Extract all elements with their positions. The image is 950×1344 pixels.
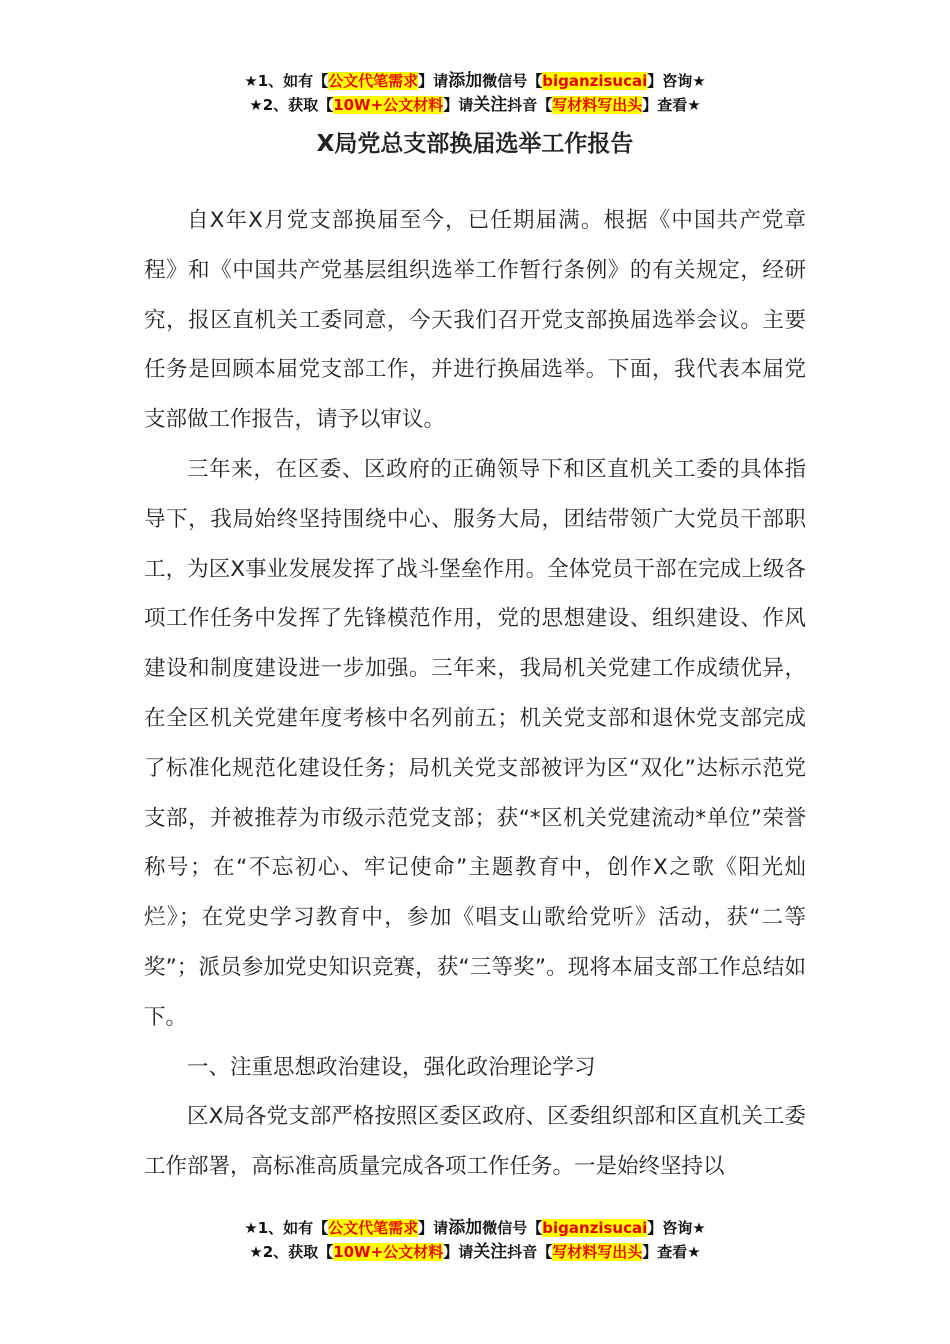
banner-line-2 (0, 93, 950, 117)
banner-line-1-prefix: ★1、如有【 (244, 1219, 329, 1237)
banner-emphasis-follow: 关注 (473, 1242, 508, 1262)
banner-emphasis-add: 添加 (448, 1218, 483, 1238)
banner-line-2-prefix: ★2、获取【 (249, 1243, 334, 1261)
banner-line-2-mid: 】请 (443, 96, 474, 114)
banner-line-1 (0, 69, 950, 93)
banner-line-2-mid2: 抖音【 (507, 1243, 553, 1261)
document-title: X局党总支部换届选举工作报告 (316, 131, 634, 157)
banner-line-1-mid: 】请 (418, 1219, 449, 1237)
banner-line-1-mid2: 微信号【 (482, 1219, 543, 1237)
document-body (144, 196, 806, 1192)
body-paragraph: 区X局各党支部严格按照区委区政府、区委组织部和区直机关工委工作部署，高标准高质量完成各项工作任务。一是始终坚持以 (144, 1104, 806, 1180)
banner-line-1-prefix: ★1、如有【 (244, 72, 329, 90)
banner-line-2-suffix: 】查看★ (642, 96, 701, 114)
banner-line-1-mid2: 微信号【 (482, 72, 543, 90)
banner-line-2-mid: 】请 (443, 1243, 474, 1261)
banner-highlight-wechat-id: biganzisucai (542, 1219, 648, 1237)
banner-highlight-douyin-account: 写材料写出头 (552, 1243, 643, 1261)
banner-highlight-wechat-id: biganzisucai (542, 72, 648, 90)
banner-highlight-materials: 10W+公文材料 (333, 96, 444, 114)
banner-line-2-prefix: ★2、获取【 (249, 96, 334, 114)
body-paragraph: 三年来，在区委、区政府的正确领导下和区直机关工委的具体指导下，我局始终坚持围绕中心、服务大局，团结带领广大党员干部职工，为区X事业发展发挥了战斗堡垒作用。全体党员干部在完成上级各项工作任务中发挥了先锋模范作用，党的思想建设、组织建设、作风建设和制度建设进一步加强。三年来，我局机关党建工作成绩优异，在全区机关党建年度考核中名列前五；机关党支部和退休党支部完成了标准化规范化建设任务；局机关党支部被评为区“双化”达标示范党支部，并被推荐为市级示范党支部；获“*区机关党建流动*单位”荣誉称号；在“不忘初心、牢记使命”主题教育中，创作X之歌《阳光灿烂》；在党史学习教育中，参加《唱支山歌给党听》活动，获“二等奖”；派员参加党史知识竞赛，获“三等奖”。现将本届支部工作总结如下。 (144, 456, 806, 1030)
banner-highlight-service: 公文代笔需求 (328, 72, 419, 90)
section-heading: 一、注重思想政治建设，强化政治理论学习 (187, 1054, 596, 1080)
banner-line-1-mid: 】请 (418, 72, 449, 90)
banner-emphasis-follow: 关注 (473, 95, 508, 115)
banner-line-2 (0, 1240, 950, 1264)
banner-highlight-service: 公文代笔需求 (328, 1219, 419, 1237)
banner-line-1-suffix: 】咨询★ (647, 1219, 706, 1237)
banner-line-1 (0, 1216, 950, 1240)
banner-highlight-douyin-account: 写材料写出头 (552, 96, 643, 114)
header-banner (0, 69, 950, 117)
banner-highlight-materials: 10W+公文材料 (333, 1243, 444, 1261)
footer-banner (0, 1216, 950, 1264)
body-paragraph: 自X年X月党支部换届至今，已任期届满。根据《中国共产党章程》和《中国共产党基层组织选举工作暂行条例》的有关规定，经研究，报区直机关工委同意，今天我们召开党支部换届选举会议。主要任务是回顾本届党支部工作，并进行换届选举。下面，我代表本届党支部做工作报告，请予以审议。 (144, 208, 806, 433)
banner-line-2-mid2: 抖音【 (507, 96, 553, 114)
banner-line-2-suffix: 】查看★ (642, 1243, 701, 1261)
banner-emphasis-add: 添加 (448, 71, 483, 91)
banner-line-1-suffix: 】咨询★ (647, 72, 706, 90)
